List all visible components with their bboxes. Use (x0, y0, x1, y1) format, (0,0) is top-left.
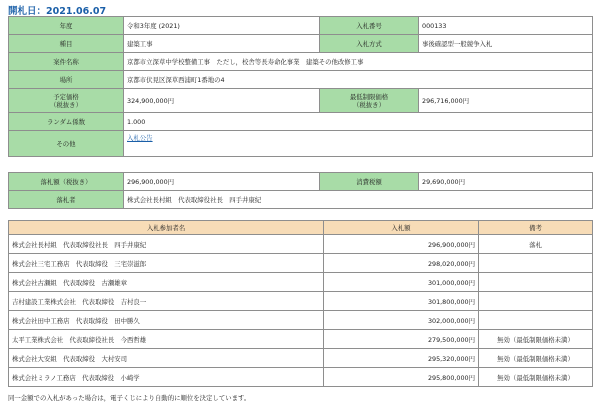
award-amount-value: 296,900,000円 (124, 173, 320, 191)
bid-remark: 無効（最低制限価格未満） (479, 368, 593, 387)
table-row (9, 330, 593, 349)
bid-remark: 無効（最低制限価格未満） (479, 349, 593, 368)
row-type (9, 35, 593, 53)
type-label: 種目 (9, 35, 124, 53)
table-row (9, 254, 593, 273)
bid-info-table (8, 16, 593, 157)
bid-remark (479, 292, 593, 311)
bid-remark: 無効（最低制限価格未満） (479, 330, 593, 349)
header-bid-amount: 入札額 (324, 221, 479, 235)
bid-no-label: 入札番号 (320, 17, 419, 35)
award-amount-label: 落札額（税抜き） (9, 173, 124, 191)
est-price-label: 予定価格 （税抜き） (9, 89, 124, 113)
tax-value: 29,690,000円 (419, 173, 593, 191)
case-value: 京都市立深草中学校整備工事 ただし，校舎等長寿命化事業 建築その他改修工事 (124, 53, 593, 71)
bidder-name: 株式会社大安組 代表取締役 大村安司 (9, 349, 324, 368)
case-label: 案件名称 (9, 53, 124, 71)
bid-amount: 295,320,000円 (324, 349, 479, 368)
winner-value: 株式会社長村組 代表取締役社長 四手井康紀 (124, 191, 593, 209)
table-row (9, 349, 593, 368)
row-other (9, 131, 593, 157)
other-label: その他 (9, 131, 124, 157)
bid-amount: 301,800,000円 (324, 292, 479, 311)
random-label: ランダム係数 (9, 113, 124, 131)
bid-amount: 279,500,000円 (324, 330, 479, 349)
lottery-note: 同一金額での入札があった場合は，電子くじにより自動的に順位を決定しています。 (8, 394, 251, 402)
bid-amount: 301,000,000円 (324, 273, 479, 292)
method-value: 事後確認型一般競争入札 (419, 35, 593, 53)
place-label: 場所 (9, 71, 124, 89)
bid-amount: 296,900,000円 (324, 235, 479, 254)
bidders-header (9, 221, 593, 235)
row-place (9, 71, 593, 89)
row-price (9, 89, 593, 113)
row-case (9, 53, 593, 71)
header-remark: 備考 (479, 221, 593, 235)
bidders-table (8, 220, 593, 387)
bid-no-value: 000133 (419, 17, 593, 35)
row-award-amount (9, 173, 593, 191)
year-label: 年度 (9, 17, 124, 35)
table-row (9, 235, 593, 254)
bidder-name: 株式会社長村組 代表取締役社長 四手井康紀 (9, 235, 324, 254)
bid-amount: 302,000,000円 (324, 311, 479, 330)
min-price-label: 最低制限価格 （税抜き） (320, 89, 419, 113)
bid-amount: 295,800,000円 (324, 368, 479, 387)
bid-remark (479, 254, 593, 273)
tax-label: 消費税額 (320, 173, 419, 191)
table-row (9, 292, 593, 311)
winner-label: 落札者 (9, 191, 124, 209)
est-price-value: 324,900,000円 (124, 89, 320, 113)
open-date: 開札日：2021.06.07 (8, 6, 107, 17)
bidder-name: 株式会社田中工務店 代表取締役 田中勝久 (9, 311, 324, 330)
bid-remark (479, 273, 593, 292)
bidder-name: 株式会社古瀬組 代表取締役 古瀬雄章 (9, 273, 324, 292)
year-value: 令和3年度 (2021) (124, 17, 320, 35)
table-row (9, 368, 593, 387)
bid-remark (479, 311, 593, 330)
bid-notice-link[interactable]: 入札公告 (127, 134, 153, 142)
row-winner (9, 191, 593, 209)
method-label: 入札方式 (320, 35, 419, 53)
table-row (9, 273, 593, 292)
header-bidder-name: 入札参加者名 (9, 221, 324, 235)
bidder-name: 吉村建設工業株式会社 代表取締役 吉村良一 (9, 292, 324, 311)
min-price-value: 296,716,000円 (419, 89, 593, 113)
random-value: 1.000 (124, 113, 593, 131)
table-row (9, 311, 593, 330)
row-year (9, 17, 593, 35)
other-value (124, 131, 593, 157)
row-random (9, 113, 593, 131)
bid-remark: 落札 (479, 235, 593, 254)
bidder-name: 株式会社ミラノ工務店 代表取締役 小崎学 (9, 368, 324, 387)
bidder-name: 太平工業株式会社 代表取締役社長 今西哲雄 (9, 330, 324, 349)
bid-amount: 298,020,000円 (324, 254, 479, 273)
place-value: 京都市伏見区深草西浦町1番地の4 (124, 71, 593, 89)
type-value: 建築工事 (124, 35, 320, 53)
bidder-name: 株式会社三宅工務店 代表取締役 三宅崇滋郎 (9, 254, 324, 273)
award-table (8, 172, 593, 209)
